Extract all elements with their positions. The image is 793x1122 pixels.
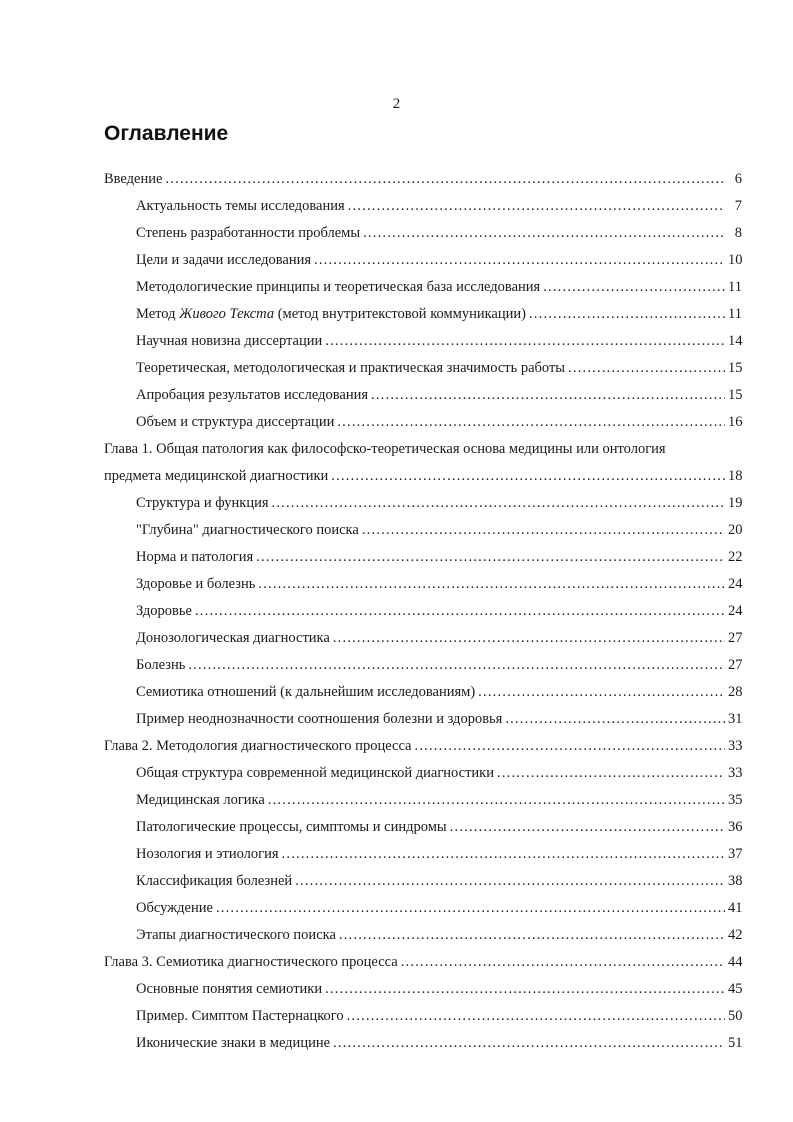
dot-leader xyxy=(325,976,725,1003)
dot-leader xyxy=(347,1003,725,1030)
toc-entry-title: Общая структура современной медицинской диагностики xyxy=(136,765,494,781)
toc-entry-page: 42 xyxy=(728,927,743,943)
dot-leader xyxy=(333,1030,725,1057)
dot-leader xyxy=(363,220,725,247)
toc-entry[interactable] xyxy=(104,652,742,679)
toc-entry-title: Болезнь xyxy=(136,657,186,673)
dot-leader xyxy=(348,193,725,220)
toc-entry[interactable] xyxy=(104,976,742,1003)
toc-entry-page: 7 xyxy=(734,198,742,214)
dot-leader xyxy=(529,301,725,328)
toc-entry-page: 33 xyxy=(728,765,743,781)
toc-entry-title: Нозология и этиология xyxy=(136,846,279,862)
toc-entry-page: 19 xyxy=(728,495,743,511)
toc-entry-title: Патологические процессы, симптомы и синдромы xyxy=(136,819,447,835)
toc-entry-page: 15 xyxy=(728,360,743,376)
toc-entry[interactable] xyxy=(104,706,742,733)
toc-entry-title-line1: Глава 1. Общая патология как философско-теоретическая основа медицины или онтология xyxy=(104,441,666,457)
toc-entry-title-line2: предмета медицинской диагностики xyxy=(104,468,329,484)
toc-entry-title: Основные понятия семиотики xyxy=(136,981,323,997)
toc-entry-title: Иконические знаки в медицине xyxy=(136,1035,331,1051)
toc-entry-chapter-1[interactable] xyxy=(104,436,742,490)
toc-entry-page: 11 xyxy=(728,279,742,295)
toc-entry-title: Донозологическая диагностика xyxy=(136,630,330,646)
toc-entry-page: 28 xyxy=(728,684,743,700)
toc-entry-title: Научная новизна диссертации xyxy=(136,333,323,349)
toc-entry-chapter-3[interactable] xyxy=(104,949,742,976)
toc-entry-title: Цели и задачи исследования xyxy=(136,252,312,268)
toc-entry-title: Пример. Симптом Пастернацкого xyxy=(136,1008,344,1024)
toc-entry-page: 45 xyxy=(728,981,743,997)
dot-leader xyxy=(543,274,725,301)
toc-entry[interactable] xyxy=(104,517,742,544)
toc-entry[interactable] xyxy=(104,247,742,274)
dot-leader xyxy=(478,679,725,706)
toc-entry-page: 35 xyxy=(728,792,743,808)
dot-leader xyxy=(272,490,725,517)
dot-leader xyxy=(371,382,725,409)
dot-leader xyxy=(188,652,725,679)
dot-leader xyxy=(497,760,725,787)
toc-entry-title: Глава 2. Методология диагностического процесса xyxy=(104,738,412,754)
toc-entry-page: 33 xyxy=(728,738,743,754)
toc-entry-title: Медицинская логика xyxy=(136,792,265,808)
toc-entry[interactable] xyxy=(104,490,742,517)
toc-entry[interactable] xyxy=(104,301,742,328)
toc-entry[interactable] xyxy=(104,841,742,868)
toc-entry[interactable] xyxy=(104,895,742,922)
toc-entry-page: 24 xyxy=(728,603,743,619)
toc-entry[interactable] xyxy=(104,193,742,220)
toc-entry-page: 41 xyxy=(728,900,743,916)
toc-entry-page: 24 xyxy=(728,576,743,592)
dot-leader xyxy=(450,814,725,841)
dot-leader xyxy=(339,922,725,949)
dot-leader xyxy=(256,544,725,571)
toc-entry[interactable] xyxy=(104,679,742,706)
dot-leader xyxy=(195,598,725,625)
toc-entry-title: Актуальность темы исследования xyxy=(136,198,345,214)
toc-entry[interactable] xyxy=(104,382,742,409)
toc-entry-title: Метод Живого Текста (метод внутритекстовой коммуникации) xyxy=(136,306,526,322)
toc-entry[interactable] xyxy=(104,760,742,787)
dot-leader xyxy=(331,463,725,490)
toc-entry[interactable] xyxy=(104,544,742,571)
toc-entry[interactable] xyxy=(104,787,742,814)
toc-entry[interactable] xyxy=(104,409,742,436)
toc-entry-title: Глава 3. Семиотика диагностического процесса xyxy=(104,954,398,970)
toc-entry-page: 31 xyxy=(728,711,743,727)
toc-entry-title: Обсуждение xyxy=(136,900,213,916)
page-number: 2 xyxy=(392,96,401,112)
toc-entry-page: 44 xyxy=(728,954,743,970)
toc-entry-page: 6 xyxy=(734,171,742,187)
toc-title: Оглавление xyxy=(104,122,229,145)
toc-entry-page: 27 xyxy=(728,657,743,673)
toc-entry[interactable] xyxy=(104,868,742,895)
dot-leader xyxy=(165,166,725,193)
toc-entry-page: 18 xyxy=(728,468,743,484)
dot-leader xyxy=(314,247,725,274)
toc-entry[interactable] xyxy=(104,571,742,598)
toc-entry[interactable] xyxy=(104,598,742,625)
dot-leader xyxy=(258,571,725,598)
toc-entry-page: 20 xyxy=(728,522,743,538)
toc-entry[interactable] xyxy=(104,814,742,841)
toc-entry-introduction[interactable] xyxy=(104,166,742,193)
toc-entry-title: "Глубина" диагностического поиска xyxy=(136,522,359,538)
toc-entry-page: 37 xyxy=(728,846,743,862)
toc-entry[interactable] xyxy=(104,1030,742,1057)
toc-entry-title: Семиотика отношений (к дальнейшим исследованиям) xyxy=(136,684,476,700)
dot-leader xyxy=(415,733,726,760)
toc-entry-page: 10 xyxy=(728,252,743,268)
dot-leader xyxy=(401,949,725,976)
dot-leader xyxy=(268,787,725,814)
toc-entry-page: 11 xyxy=(728,306,742,322)
toc-entry-title: Здоровье и болезнь xyxy=(136,576,256,592)
toc-entry-page: 8 xyxy=(734,225,742,241)
toc-entry-page: 15 xyxy=(728,387,743,403)
toc-entry-title: Здоровье xyxy=(136,603,192,619)
toc-entry-title-line2-row xyxy=(104,463,742,490)
dot-leader xyxy=(295,868,725,895)
toc-entry-page: 14 xyxy=(728,333,743,349)
toc-entry[interactable] xyxy=(104,274,742,301)
dot-leader xyxy=(282,841,725,868)
toc-entry-title: Объем и структура диссертации xyxy=(136,414,335,430)
dot-leader xyxy=(337,409,725,436)
toc-entry-page: 36 xyxy=(728,819,743,835)
toc-entry-title: Введение xyxy=(104,171,163,187)
toc-entry-page: 22 xyxy=(728,549,743,565)
dot-leader xyxy=(216,895,725,922)
toc-entry-title: Структура и функция xyxy=(136,495,269,511)
dot-leader xyxy=(325,328,725,355)
toc-entry[interactable] xyxy=(104,355,742,382)
toc-entry-title: Методологические принципы и теоретическая база исследования xyxy=(136,279,541,295)
toc-entry-title: Пример неоднозначности соотношения болезни и здоровья xyxy=(136,711,503,727)
toc-entry-chapter-2[interactable] xyxy=(104,733,742,760)
toc-entry-title: Этапы диагностического поиска xyxy=(136,927,336,943)
toc-entry-title: Классификация болезней xyxy=(136,873,293,889)
toc-entry-page: 51 xyxy=(728,1035,743,1051)
toc-entry-title: Норма и патология xyxy=(136,549,254,565)
toc-entry[interactable] xyxy=(104,922,742,949)
toc-entry-title: Теоретическая, методологическая и практическая значимость работы xyxy=(136,360,566,376)
toc-entry-page: 50 xyxy=(728,1008,743,1024)
dot-leader xyxy=(362,517,725,544)
toc-entry[interactable] xyxy=(104,328,742,355)
toc-entry[interactable] xyxy=(104,1003,742,1030)
toc-entry-title: Апробация результатов исследования xyxy=(136,387,369,403)
toc-entry-page: 38 xyxy=(728,873,743,889)
toc-entry-page: 27 xyxy=(728,630,743,646)
toc-entry[interactable] xyxy=(104,625,742,652)
dot-leader xyxy=(568,355,725,382)
table-of-contents xyxy=(104,166,742,1057)
toc-entry[interactable] xyxy=(104,220,742,247)
dot-leader xyxy=(505,706,725,733)
dot-leader xyxy=(333,625,725,652)
toc-entry-page: 16 xyxy=(728,414,743,430)
toc-entry-title: Степень разработанности проблемы xyxy=(136,225,361,241)
